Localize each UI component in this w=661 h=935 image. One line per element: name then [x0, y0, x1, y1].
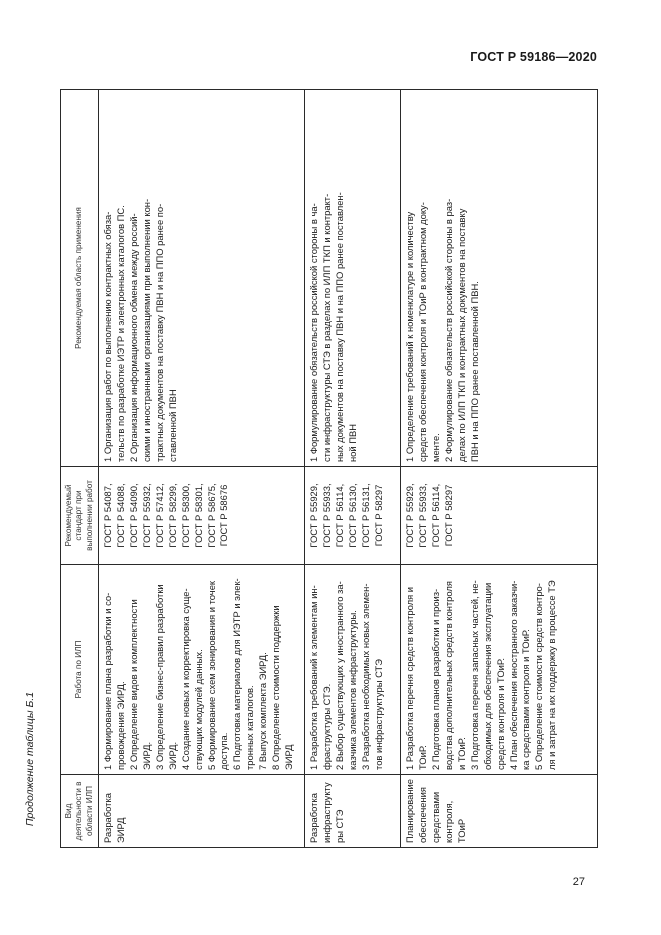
cell-line: ных документов на поставку ПВН и на ППО ранее поставлен-	[333, 192, 345, 462]
application-cell	[98, 90, 304, 467]
cell-line: ГОСТ Р 58300,	[179, 483, 191, 548]
cell-line: 1 Определение требований к номенклатуре и количеству	[403, 211, 415, 462]
cell-line: 3 Определение бизнес-правил разработки	[153, 584, 165, 770]
table-row	[98, 90, 304, 848]
cell-line: 2 Выбор существующих у иностранного за-	[333, 581, 345, 770]
cell-line: тов инфраструктуры СТЭ	[372, 659, 384, 770]
cell-line: 5 Определение стоимости средств контро-	[533, 583, 545, 770]
cell-line: доступа.	[218, 732, 230, 770]
cell-line: 1 Разработка требований к элементам ин-	[307, 585, 319, 770]
cell-line: 2 Организация информационного обмена между россий-	[127, 213, 139, 462]
cell-line: ГОСТ Р 54087,	[101, 483, 113, 548]
cell-line: сти инфраструктуры СТЭ в разделах по ИЛП ТКП и контракт-	[320, 193, 332, 462]
cell-line: 4 План обеспечения иностранного заказчи-	[507, 580, 519, 770]
work-cell	[98, 565, 304, 775]
cell-line: ГОСТ Р 56114,	[333, 483, 345, 548]
cell-line: провождения ЭИРД.	[114, 681, 126, 770]
table-caption: Продолжение таблицы Б.1	[24, 691, 36, 827]
rotated-table-frame	[60, 90, 598, 848]
cell-line: 3 Подготовка перечня запасных частей, не-	[468, 580, 480, 770]
activity-cell: Планирование обеспечения средствами контроля, ТОиР	[400, 775, 597, 848]
cell-line: ЭИРД	[283, 744, 295, 770]
cell-line: и ТОиР.	[455, 737, 467, 770]
cell-line: 5 Формирование схем зонирования и точек	[205, 580, 217, 770]
cell-line: обходимых для обеспечения эксплуатации	[481, 582, 493, 770]
column-header-standard: Рекомендуемый стандарт при выполнении работ	[61, 467, 99, 565]
cell-line: 2 Формулирование обязательств российской стороны в раз-	[442, 198, 454, 462]
cell-line: ствующих модулей данных.	[192, 649, 204, 770]
cell-line: ГОСТ Р 54090,	[127, 483, 139, 548]
cell-line: 1 Организация работ по выполнению контрактных обяза-	[101, 211, 113, 462]
cell-line: делах по ИЛП ТКП и контрактных документов на поставку	[455, 208, 467, 462]
column-header-activity: Вид деятельности в области ИЛП	[61, 775, 99, 848]
cell-line: ГОСТ Р 55929,	[403, 483, 415, 548]
cell-line: 2 Определение видов и комплектности	[127, 599, 139, 770]
cell-line: казчика элементов инфраструктуры.	[346, 610, 358, 770]
cell-line: ка средствами контроля и ТОиР.	[520, 629, 532, 770]
cell-line: ПВН и на ППО ранее поставленной ПВН.	[468, 281, 480, 462]
application-cell	[400, 90, 597, 467]
table-container	[60, 90, 598, 848]
cell-line: ТОиР.	[416, 745, 428, 770]
cell-line: ГОСТ Р 58675,	[205, 483, 217, 548]
cell-line: средств обеспечения контроля и ТОиР в контрактном доку-	[416, 202, 428, 462]
activity-cell: Разработка инфраструктуры СТЭ	[304, 775, 400, 848]
cell-line: 2 Подготовка планов разработки и произ-	[429, 588, 441, 770]
cell-line: ГОСТ Р 55933,	[416, 483, 428, 548]
work-cell	[400, 565, 597, 775]
cell-line: ГОСТ Р 55929,	[307, 483, 319, 548]
cell-line: ЭИРД.	[166, 741, 178, 770]
cell-line: 3 Разработка необходимых новых элемен-	[359, 583, 371, 770]
cell-line: трактных документов на поставку ПВН и на ППО ранее по-	[153, 203, 165, 462]
cell-line: ГОСТ Р 56130,	[346, 483, 358, 548]
cell-line: ЭИРД.	[140, 741, 152, 770]
cell-line: ГОСТ Р 55932,	[140, 483, 152, 548]
cell-line: ной ПВН	[346, 424, 358, 462]
cell-line: тронных каталогов.	[244, 685, 256, 770]
page-number: 27	[572, 876, 585, 888]
activity-cell: Разработка ЭИРД	[98, 775, 304, 848]
cell-line: ГОСТ Р 56114,	[429, 483, 441, 548]
standards-cell	[400, 467, 597, 565]
cell-line: ГОСТ Р 58297	[372, 484, 384, 547]
cell-line: 1 Формулирование обязательств российской стороны в ча-	[307, 203, 319, 462]
cell-line: ГОСТ Р 54088,	[114, 483, 126, 548]
cell-line: ГОСТ Р 58301,	[192, 483, 204, 548]
requirements-table	[60, 89, 598, 848]
cell-line: ля и затрат на их поддержку в процессе ТЭ	[546, 580, 558, 770]
cell-line: 4 Создание новых и корректировка суще-	[179, 588, 191, 770]
cell-line: фраструктуры СТЭ.	[320, 683, 332, 770]
cell-line: средств контроля и ТОиР.	[494, 658, 506, 770]
table-header-row	[61, 90, 99, 848]
cell-line: ставленной ПВН	[166, 389, 178, 462]
cell-line: 1 Формирование плана разработки и со-	[101, 592, 113, 770]
cell-line: ГОСТ Р 56131,	[359, 483, 371, 548]
cell-line: скими и иностранными организациями при выполнении кон-	[140, 198, 152, 462]
cell-line: водства дополнительных средств контроля	[442, 581, 454, 770]
table-row	[400, 90, 597, 848]
table-row	[304, 90, 400, 848]
work-cell	[304, 565, 400, 775]
cell-line: ГОСТ Р 58297	[442, 484, 454, 547]
standards-cell	[304, 467, 400, 565]
cell-line: 8 Определение стоимости поддержки	[270, 605, 282, 770]
cell-line: 6 Подготовка материалов для ИЭТР и элек-	[231, 578, 243, 770]
cell-line: менте.	[429, 433, 441, 462]
cell-line: тельств по разработке ИЭТР и электронных каталогов ПС.	[114, 205, 126, 462]
cell-line: ГОСТ Р 58676	[218, 484, 230, 547]
column-header-application: Рекомендуемая область применения	[61, 90, 99, 467]
standards-cell	[98, 467, 304, 565]
cell-line: 7 Выпуск комплекта ЭИРД.	[257, 652, 269, 770]
document-header: ГОСТ Р 59186—2020	[470, 50, 597, 64]
column-header-work: Работа по ИЛП	[61, 565, 99, 775]
cell-line: 1 Разработка перечня средств контроля и	[403, 587, 415, 770]
cell-line: ГОСТ Р 58299,	[166, 483, 178, 548]
cell-line: ГОСТ Р 55933,	[320, 483, 332, 548]
application-cell	[304, 90, 400, 467]
cell-line: ГОСТ Р 57412,	[153, 483, 165, 548]
